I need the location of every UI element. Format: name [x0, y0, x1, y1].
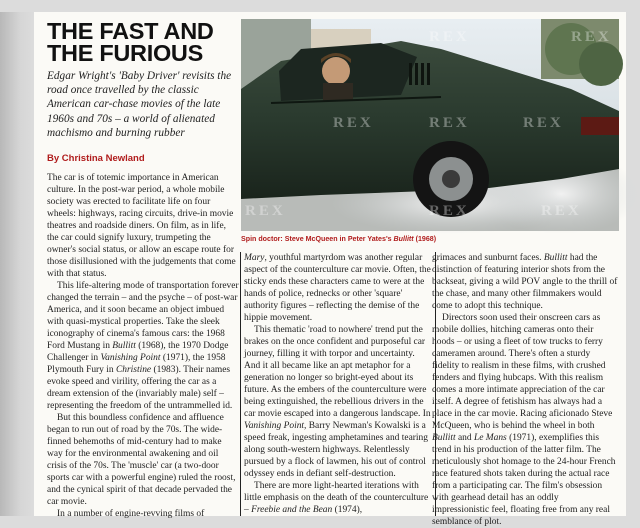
col1-paragraph-1: The car is of totemic importance in American culture. In the post-war period, a whole mobile society was erected to facilitate life on four wheels: highways, racing circuits, drive-in movie theatres and roadside diners. On film, as in life, the car could signify luxury, trumpeting the owner's social status, or allow an escape route for those disillusioned with the judgements that come with that status.	[47, 173, 236, 279]
caption-lead: Spin doctor: Steve McQueen in Peter Yates's	[241, 235, 394, 243]
watermark-6: REX	[541, 203, 582, 219]
headline	[47, 20, 247, 64]
col2-paragraph-3	[244, 480, 432, 516]
photo-caption	[241, 235, 436, 243]
col2-p3-text-c: (1974),	[332, 505, 363, 515]
col2-p2-text-a: This thematic 'road to nowhere' trend put the brakes on the once confident and purposeful car journey, filling it with torpor and uncertainty. And it all became like an apt metaphor for a generation no longer so bright-eyed about its future. As the embers of the counterculture were being extinguished, the rebellious drivers in the car movie escaped into a dangerous landscape. In	[244, 325, 431, 419]
standfirst: Edgar Wright's 'Baby Driver' revisits the road once travelled by the classic American car-chase movies of the late 1960s and 70s – a world of alienated machismo and burning rubber	[47, 70, 232, 139]
headline-line-1: THE FAST AND	[47, 18, 214, 44]
col1-p2-text-e: (1971), the 1958 Plymouth Fury in	[47, 353, 226, 375]
article-column-3	[432, 252, 618, 527]
byline: By Christina Newland	[47, 153, 145, 164]
col1-p2-text-a: This life-altering mode of transportation forever changed the terrain – and the psyche – of post-war America, and it soon became an object imbued with quasi-mystical properties. Take the sleek iconography of cinema's famous cars: the 1968 Ford Mustang in	[47, 281, 239, 351]
col2-p1-text: , youthful martyrdom was another regular aspect of the counterculture car movie. Often, the sticky ends these characters came to were at the hands of police, rednecks or other 'square' authority figures – reflecting the demise of the hippie movement.	[244, 253, 431, 323]
watermark-3: REX	[523, 115, 564, 131]
col1-p2-text-c: (1968), the 1970 Dodge Challenger in	[47, 341, 229, 363]
col1-paragraph-3: But this boundless confidence and affluence began to run out of road by the 70s. The wide-finned behemoths of mid-century had to make way for the environmental awakening and oil crisis of the 70s. The 'muscle' car (a two-door sports car with a powerful engine) ruled the roost, and the cynical spirit of that decade pervaded the car movie.	[47, 413, 236, 507]
col3-p2-text-e: (1971), exemplifies this trend in his production of the latter film. The meticulously shot homage to the 24-hour French race featured shots taken during the actual race from a participating car. The film's obsession with gearhead detail has an oddly impressionistic feel, floating free from any real semblance of plot.	[432, 433, 616, 527]
col1-p2-text-g: (1983). Their names evoke speed and virility, offering the car as a dream extension of the (invariably male) self – representing the freedom of the untrammelled id.	[47, 365, 233, 411]
bullitt-photo	[241, 19, 619, 231]
col1-paragraph-4: In a number of engine-revving films of	[57, 509, 205, 519]
col1-p2-title-vanishing-point: Vanishing Point	[100, 353, 161, 363]
col2-p1-title-mary: Mary	[244, 253, 265, 263]
col2-p3-text-a: There are more light-hearted iterations with little emphasis on the death of the counterculture –	[244, 481, 429, 515]
watermark-7: REX	[429, 29, 470, 45]
headline-line-2: THE FURIOUS	[47, 40, 203, 66]
col3-p2-text-a: Directors soon used their onscreen cars as mobile dollies, hitching cameras onto their hoods – or using a fleet of tow trucks to ferry cameramen around. There's often a sturdy fidelity to realism in these films, with crushed fenders and flying hubcaps. With this realism comes a more intimate appreciation of the car itself. A degree of fetishism has always had a place in the car movie. Racing aficionado Steve McQueen, who is behind the wheel in both	[432, 313, 613, 431]
col3-p1-text-c: had the distinction of featuring interior shots from the backseat, giving a wild POV angle to the thrill of the chase, and many other filmmakers would come to adopt this technique.	[432, 253, 618, 311]
col3-p2-title-le-mans: Le Mans	[473, 433, 507, 443]
watermark-8: REX	[571, 29, 612, 45]
col2-paragraph-1	[244, 252, 432, 324]
col1-p2-title-bullitt: Bullitt	[112, 341, 136, 351]
page-gutter-shadow	[0, 12, 34, 516]
col3-paragraph-1	[432, 252, 618, 312]
col3-p2-title-bullitt: Bullitt	[432, 433, 456, 443]
magazine-page	[34, 12, 626, 527]
col3-p1-text-a: grimaces and sunburnt faces.	[432, 253, 544, 263]
col2-paragraph-2	[244, 324, 432, 480]
col1-paragraph-2	[47, 280, 239, 412]
col3-p1-title-bullitt: Bullitt	[543, 253, 568, 263]
watermark-2: REX	[429, 115, 470, 131]
caption-film-title: Bullitt	[393, 235, 414, 243]
col1-p2-title-christine: Christine	[115, 365, 152, 375]
watermark-1: REX	[333, 115, 374, 131]
column-rule-1	[240, 252, 241, 516]
col3-p2-text-c: and	[455, 433, 474, 443]
photo-illustration	[241, 19, 619, 231]
col2-p3-title-freebie: Freebie and the Bean	[251, 505, 333, 515]
caption-year: (1968)	[413, 235, 437, 243]
article-column-2	[244, 252, 432, 516]
watermark-5: REX	[429, 203, 470, 219]
col2-p2-title-vanishing-point: Vanishing Point,	[244, 421, 307, 431]
col2-p2-text-c: Barry Newman's Kowalski is a speed freak, ingesting amphetamines and tearing along south-western highways. Relentlessly pursued by a flock of lawmen, his out of control odyssey ends in defiant self-destruction.	[244, 421, 428, 479]
article-column-1	[47, 172, 239, 519]
watermark-4: REX	[245, 203, 286, 219]
col3-paragraph-2	[432, 312, 618, 528]
